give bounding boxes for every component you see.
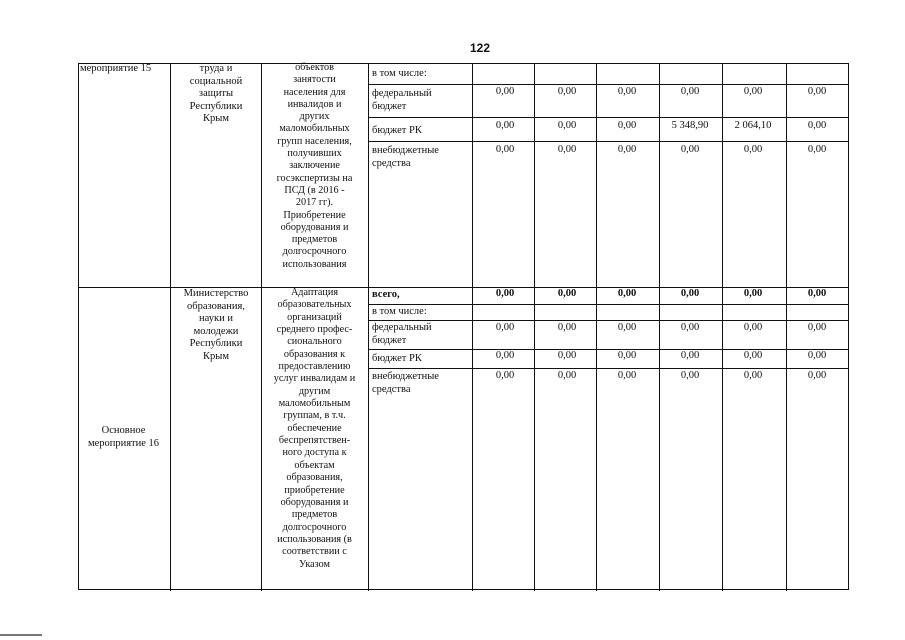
funding-source: всего, [372, 289, 400, 300]
funding-source: внебюджетные средства [372, 371, 439, 395]
value-cell: 0,00 [743, 288, 763, 299]
value-cell: 0,00 [495, 120, 515, 131]
value-cell: 2 064,10 [734, 120, 772, 131]
value-cell: 0,00 [617, 322, 637, 333]
value-cell: 0,00 [743, 322, 763, 333]
value-cell: 0,00 [680, 322, 700, 333]
value-cell: 0,00 [495, 144, 515, 155]
value-cell: 0,00 [617, 288, 637, 299]
value-cell: 0,00 [807, 144, 827, 155]
value-cell: 0,00 [557, 144, 577, 155]
value-cell: 0,00 [807, 120, 827, 131]
funding-source: в том числе: [372, 306, 427, 317]
value-cell: 0,00 [617, 86, 637, 97]
value-cell: 0,00 [495, 86, 515, 97]
value-cell: 0,00 [743, 86, 763, 97]
funding-source: бюджет РК [372, 353, 422, 364]
value-cell: 0,00 [743, 350, 763, 361]
funding-source: бюджет РК [372, 125, 422, 136]
value-cell: 0,00 [680, 86, 700, 97]
value-cell: 0,00 [557, 370, 577, 381]
value-cell: 0,00 [680, 288, 700, 299]
value-cell: 0,00 [743, 370, 763, 381]
value-cell: 0,00 [743, 144, 763, 155]
scan-edge-mark [0, 634, 42, 636]
value-cell: 0,00 [807, 322, 827, 333]
value-cell: 0,00 [807, 86, 827, 97]
value-cell: 0,00 [557, 350, 577, 361]
value-cell: 0,00 [807, 288, 827, 299]
value-cell: 0,00 [557, 288, 577, 299]
value-cell: 0,00 [617, 350, 637, 361]
executor-cell: труда и социальной защиты Республики Крым [189, 63, 243, 125]
value-cell: 0,00 [680, 370, 700, 381]
description-cell: объектов занятости населения для инвалидов и других маломобильных групп населения, получивших заключение госэкспертизы на ПСД (в 2016 - 2017 гг). Приобретение оборудования и предметов долгосрочного использования [276, 62, 353, 270]
activity-label: Основное мероприятие 16 [87, 425, 160, 449]
value-cell: 0,00 [617, 370, 637, 381]
funding-source: федеральный бюджет [372, 88, 432, 112]
description-cell: Адаптация образовательных организаций среднего профес- сионального образования к предоставлению услуг инвалидам и другим маломобильным группам, в т.ч. обеспечение беспрепятствен- ного доступа к объектам образования, приобретение оборудования и предметов долгосрочного использования (в соответствии с Указом [273, 287, 356, 570]
value-cell: 0,00 [617, 144, 637, 155]
value-cell: 0,00 [495, 322, 515, 333]
activity-label: мероприятие 15 [80, 63, 152, 74]
value-cell: 0,00 [807, 350, 827, 361]
value-cell: 0,00 [680, 350, 700, 361]
value-cell: 0,00 [680, 144, 700, 155]
funding-source: внебюджетные средства [372, 145, 439, 169]
value-cell: 0,00 [495, 350, 515, 361]
value-cell: 5 348,90 [671, 120, 709, 131]
value-cell: 0,00 [807, 370, 827, 381]
executor-cell: Министерство образования, науки и молодежи Республики Крым [183, 288, 249, 362]
page-number: 122 [469, 41, 491, 55]
funding-source: в том числе: [372, 68, 427, 79]
value-cell: 0,00 [557, 322, 577, 333]
value-cell: 0,00 [495, 288, 515, 299]
funding-source: федеральный бюджет [372, 322, 432, 346]
value-cell: 0,00 [617, 120, 637, 131]
value-cell: 0,00 [557, 120, 577, 131]
value-cell: 0,00 [557, 86, 577, 97]
value-cell: 0,00 [495, 370, 515, 381]
